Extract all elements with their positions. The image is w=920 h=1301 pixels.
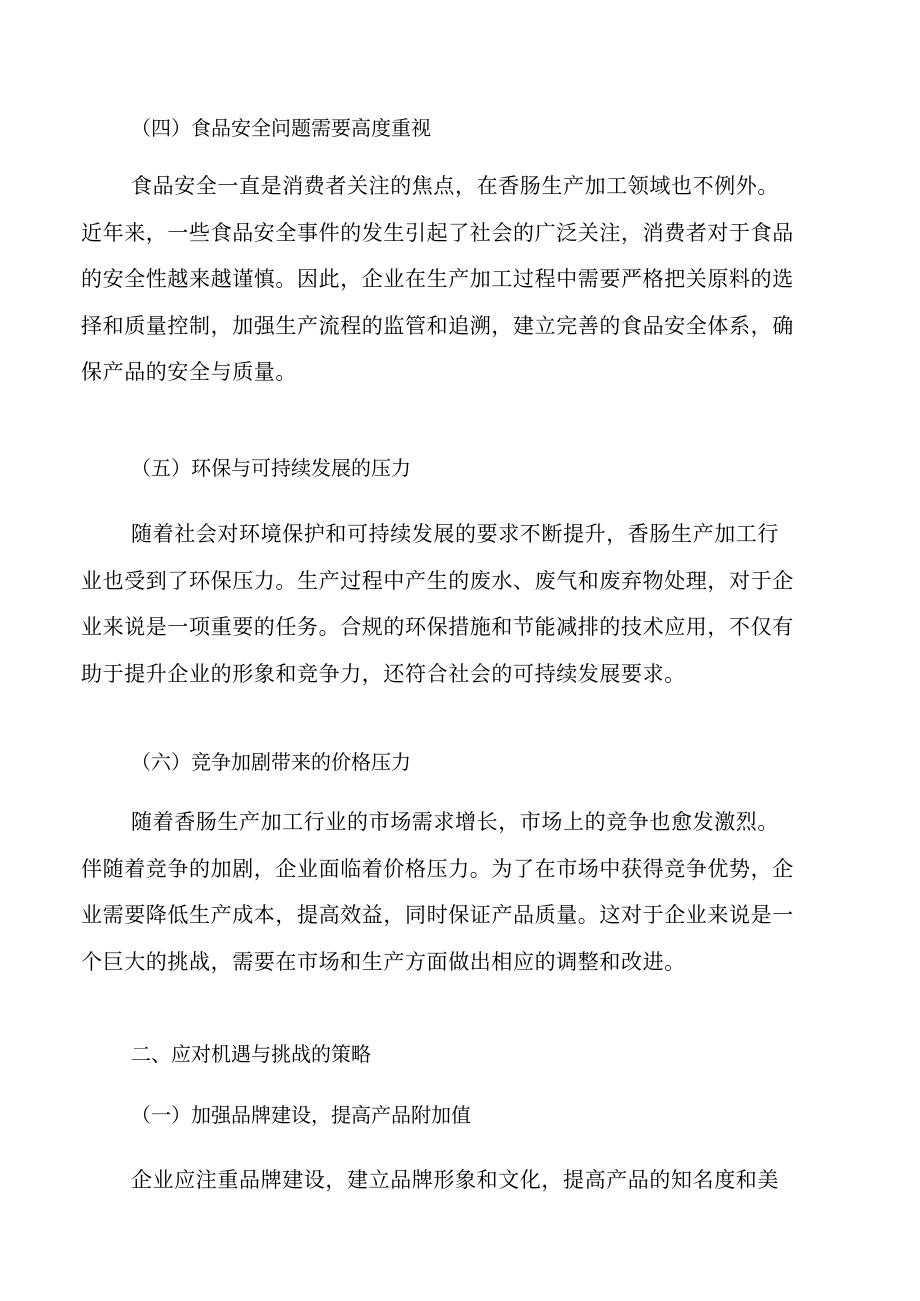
- paragraph-line: 个巨大的挑战，需要在市场和生产方面做出相应的调整和改进。: [81, 949, 686, 974]
- paragraph-line: 业需要降低生产成本，提高效益，同时保证产品质量。这对于企业来说是一: [81, 903, 794, 927]
- paragraph-line: 企业应注重品牌建设，建立品牌形象和文化，提高产品的知名度和美: [131, 1168, 779, 1192]
- paragraph-line: 食品安全一直是消费者关注的焦点，在香肠生产加工领域也不例外。: [131, 174, 779, 198]
- paragraph-line: 随着香肠生产加工行业的市场需求增长，市场上的竞争也愈发激烈。: [131, 810, 779, 834]
- paragraph-food-safety: [81, 163, 841, 396]
- paragraph-line: 近年来，一些食品安全事件的发生引起了社会的广泛关注，消费者对于食品: [81, 220, 794, 245]
- paragraph-line: 伴随着竞争的加剧，企业面临着价格压力。为了在市场中获得竞争优势，企: [81, 856, 794, 881]
- paragraph-line: 择和质量控制，加强生产流程的监管和追溯，建立完善的食品安全体系，确: [81, 313, 794, 338]
- paragraph-line: 业也受到了环保压力。生产过程中产生的废水、废气和废弃物处理，对于企: [81, 568, 794, 593]
- part-heading-2: 二、应对机遇与挑战的策略: [131, 1042, 371, 1066]
- paragraph-price-pressure: [81, 799, 841, 985]
- paragraph-brand: [81, 1157, 841, 1204]
- section-heading-4: （四）食品安全问题需要高度重视: [131, 116, 431, 140]
- section-heading-5: （五）环保与可持续发展的压力: [131, 456, 411, 480]
- paragraph-environment: [81, 511, 841, 697]
- paragraph-line: 的安全性越来越谨慎。因此，企业在生产加工过程中需要严格把关原料的选: [81, 267, 794, 291]
- paragraph-line: 助于提升企业的形象和竞争力，还符合社会的可持续发展要求。: [81, 661, 686, 686]
- section-heading-6: （六）竞争加剧带来的价格压力: [131, 750, 411, 774]
- paragraph-line: 随着社会对环境保护和可持续发展的要求不断提升，香肠生产加工行: [131, 522, 779, 546]
- subsection-heading-1: （一）加强品牌建设，提高产品附加值: [131, 1103, 471, 1127]
- paragraph-line: 保产品的安全与质量。: [81, 360, 297, 384]
- paragraph-line: 业来说是一项重要的任务。合规的环保措施和节能减排的技术应用，不仅有: [81, 615, 794, 639]
